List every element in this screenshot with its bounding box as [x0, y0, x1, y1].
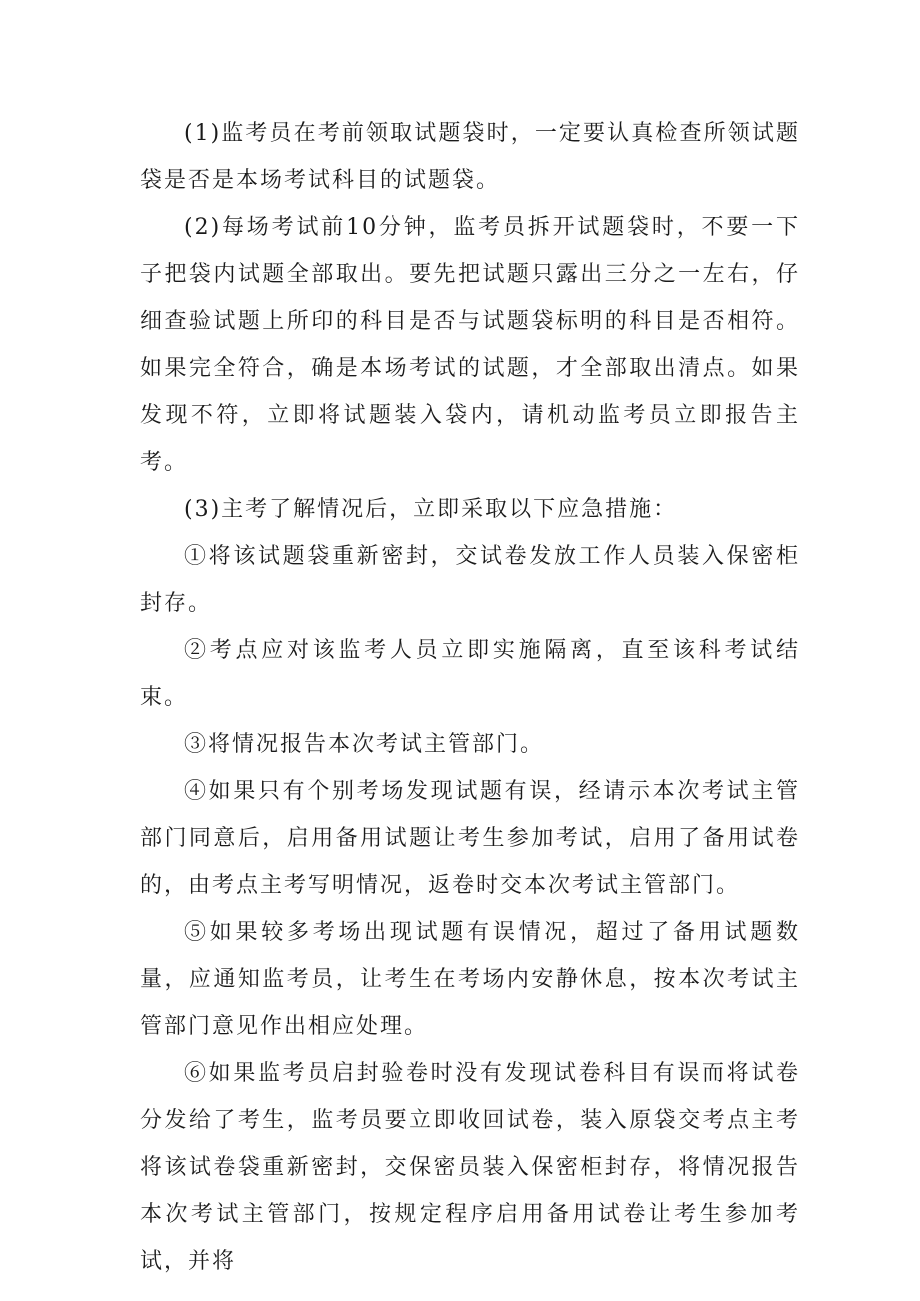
paragraph-2: (2)每场考试前10分钟，监考员拆开试题袋时，不要一下子把袋内试题全部取出。要先把试题只露出三分之一左右，仔细查验试题上所印的科目是否与试题袋标明的科目是否相符。如果完全符合，确是本场考试的试题，才全部取出清点。如果发现不符，立即将试题装入袋内，请机动监考员立即报告主考。: [140, 215, 800, 475]
paragraph-5: ②考点应对该监考人员立即实施隔离，直至该科考试结束。: [140, 638, 800, 710]
paragraph-3: (3)主考了解情况后，立即采取以下应急措施：: [184, 497, 678, 522]
paragraph-8: ⑤如果较多考场出现试题有误情况，超过了备用试题数量，应通知监考员，让考生在考场内安静休息，按本次考试主管部门意见作出相应处理。: [140, 920, 800, 1039]
document-body: [140, 110, 800, 1285]
paragraph-6: ③将情况报告本次考试主管部门。: [184, 732, 545, 757]
paragraph-4: ①将该试题袋重新密封，交试卷发放工作人员装入保密柜封存。: [140, 544, 800, 616]
paragraph-9: ⑥如果监考员启封验卷时没有发现试卷科目有误而将试卷分发给了考生，监考员要立即收回试卷，装入原袋交考点主考将该试卷袋重新密封，交保密员装入保密柜封存，将情况报告本次考试主管部门，按规定程序启用备用试卷让考生参加考试，并将: [140, 1061, 800, 1274]
paragraph-7: ④如果只有个别考场发现试题有误，经请示本次考试主管部门同意后，启用备用试题让考生参加考试，启用了备用试卷的，由考点主考写明情况，返卷时交本次考试主管部门。: [140, 779, 800, 898]
paragraph-1: (1)监考员在考前领取试题袋时，一定要认真检查所领试题袋是否是本场考试科目的试题袋。: [140, 121, 800, 193]
